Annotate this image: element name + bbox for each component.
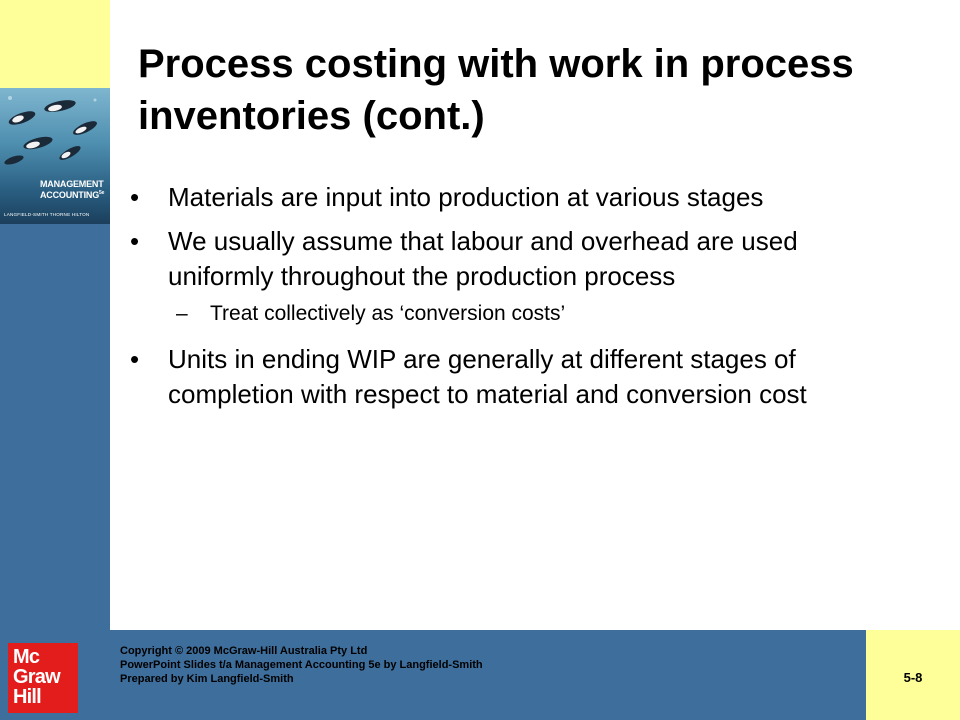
bullet-marker: • (130, 226, 140, 256)
bullet-item (130, 342, 910, 412)
left-blue-strip (0, 224, 110, 630)
bullet-text: We usually assume that labour and overhead are used uniformly throughout the production process (168, 226, 798, 291)
slide-body (130, 180, 910, 421)
bullet-text: Materials are input into production at various stages (168, 182, 764, 212)
sub-bullet-text: Treat collectively as ‘conversion costs’ (210, 302, 566, 325)
sub-bullet-item (130, 301, 910, 327)
mcgraw-hill-logo: Mc Graw Hill (8, 643, 78, 713)
slide-number: 5-8 (903, 670, 923, 685)
bullet-marker: • (130, 182, 140, 212)
book-cover-authors: LANGFIELD-SMITH THORNE HILTON (4, 212, 90, 217)
bullet-text: Units in ending WIP are generally at different stages of completion with respect to material and conversion cost (168, 344, 807, 409)
book-cover-title: MANAGEMENT $ACCOUNTING^{5e}$ (40, 179, 105, 200)
footer-yellow-block (866, 630, 960, 720)
bullet-marker: • (130, 344, 140, 374)
bullet-item (130, 224, 910, 294)
copyright-notice: Copyright © 2009 McGraw-Hill Australia Pty Ltd PowerPoint Slides t/a Management Accounting 5e by Langfield-Smith Prepared by Kim Langfield-Smith (120, 645, 483, 685)
penguins-image (0, 88, 110, 224)
top-left-yellow-block (0, 0, 110, 88)
book-cover-image (0, 88, 110, 224)
footer-blue-band (0, 630, 866, 720)
slide-title: Process costing with work in process inventories (cont.) (138, 42, 854, 138)
sub-bullet-marker: – (176, 302, 188, 325)
bullet-item (130, 180, 910, 215)
slide-footer (0, 630, 960, 720)
